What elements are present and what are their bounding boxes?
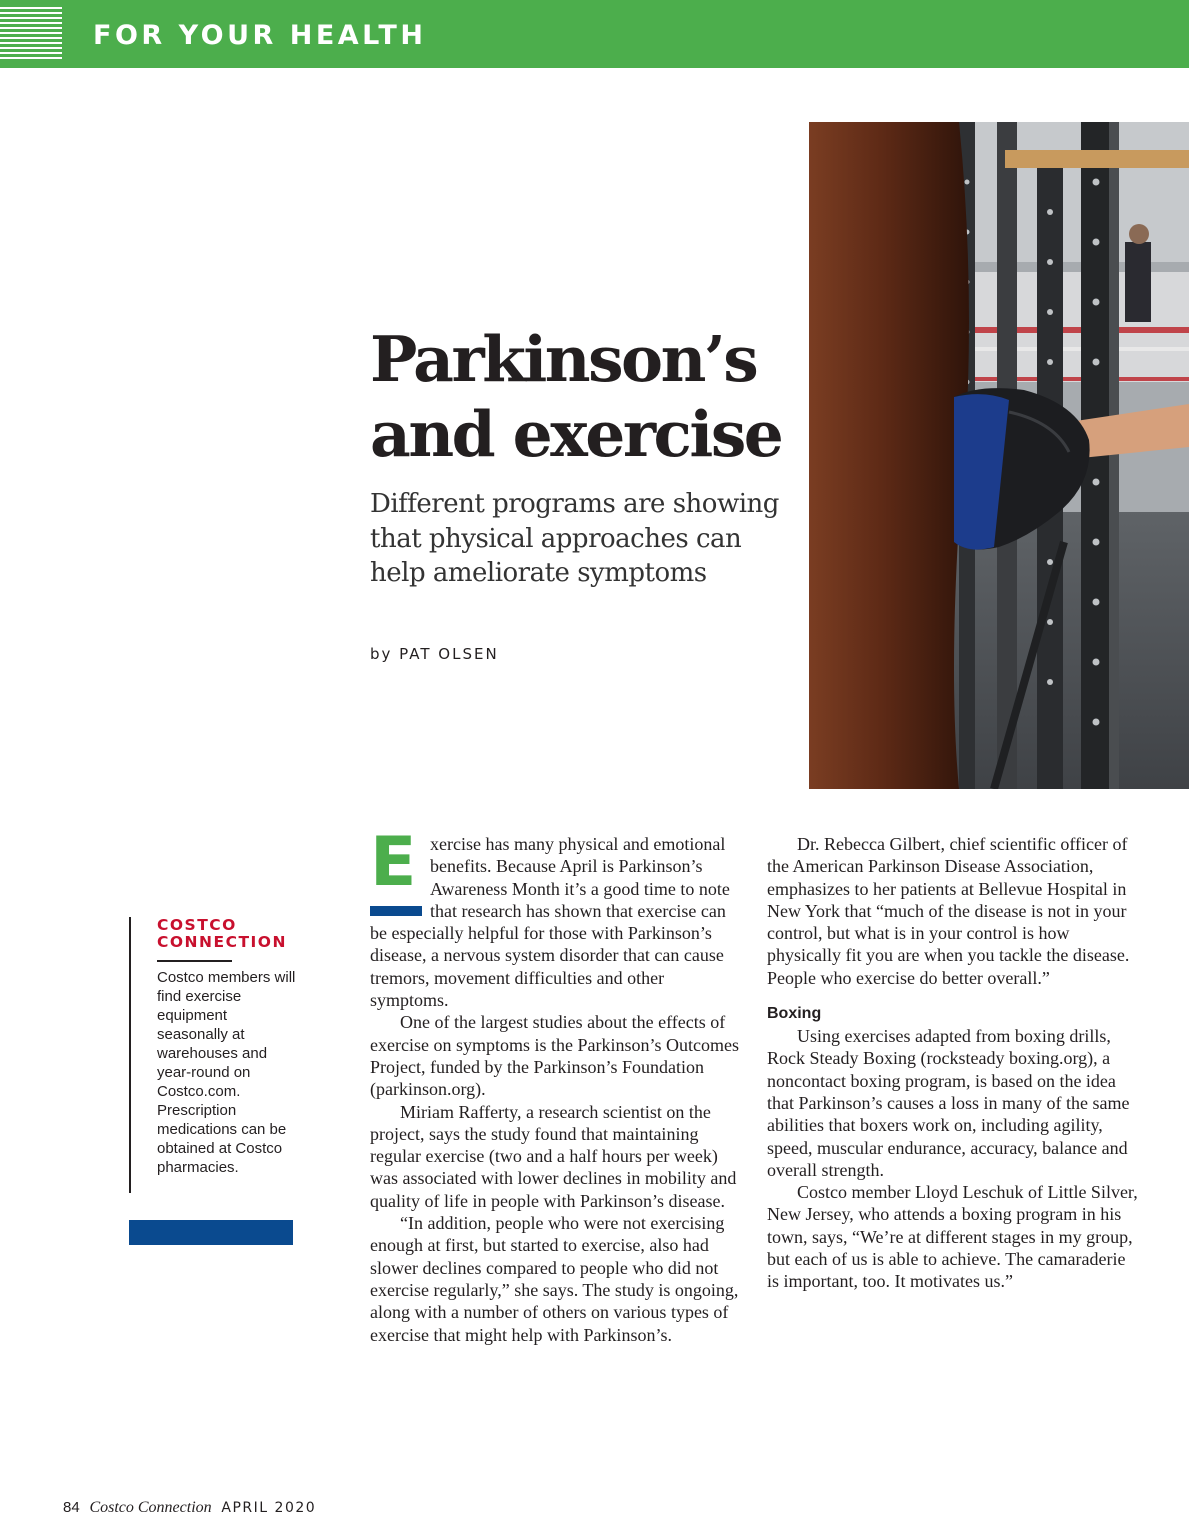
body-paragraph: Dr. Rebecca Gilbert, chief scientific officer of the American Parkinson Disease Association, emphasizes to her patients at Bellevue Hospital in New York that “much of the disease is not in your control, but what is in your control is how physically fit you are when you tackle the disease. People who exercise do better overall.” <box>767 834 1130 988</box>
section-title: FOR YOUR HEALTH <box>93 20 427 51</box>
dropcap-bar <box>370 906 422 916</box>
body-paragraph: Using exercises adapted from boxing drills, Rock Steady Boxing (rocksteady boxing.org), a noncontact boxing program, is based on the idea that Parkinson’s causes a loss in many of the same abilities that boxers work on, including agility, speed, muscular endurance, accuracy, balance and overall strength. <box>767 1026 1130 1180</box>
article-deck: Different programs are showing that physical approaches can help ameliorate symptoms <box>370 489 779 588</box>
headline-line-2: and exercise <box>370 397 782 471</box>
article-column-2 <box>767 833 1139 1293</box>
headline-line-1: Parkinson’s <box>370 322 757 396</box>
costco-connection-sidebar <box>129 917 306 1193</box>
dropcap <box>370 823 430 921</box>
sidebar-accent-bar <box>129 1220 293 1245</box>
article-headline <box>370 322 790 472</box>
sidebar-title <box>157 917 307 951</box>
sidebar-title-line-1: COSTCO <box>157 916 237 934</box>
body-paragraph: Miriam Rafferty, a research scientist on the project, says the study found that maintaining regular exercise (two and a half hours per week) was associated with lower declines in mobility and quality of life in people with Parkinson’s disease. <box>370 1101 737 1211</box>
subhead-boxing: Boxing <box>767 1005 822 1023</box>
sidebar-title-line-2: CONNECTION <box>157 933 287 951</box>
section-header-bar <box>0 0 1189 68</box>
article-column-1 <box>370 823 742 1346</box>
page-number: 84 <box>63 1499 80 1516</box>
magazine-name: Costco Connection <box>89 1499 212 1516</box>
page-folio <box>63 1498 316 1518</box>
body-paragraph: xercise has many physical and emotional benefits. Because April is Parkinson’s Awareness Month it’s a good time to note that research has shown that exercise can be especially helpful for those with Parkinson’s disease, a nervous system disorder that can cause tremors, movement difficulties and other symptoms. <box>370 834 730 1011</box>
issue-date: APRIL 2020 <box>221 1500 317 1516</box>
boxing-glove-punching-bag-photo-icon <box>809 122 1189 789</box>
article-byline: by PAT OLSEN <box>370 645 499 663</box>
dropcap-letter: E <box>370 823 417 902</box>
body-paragraph: One of the largest studies about the effects of exercise on symptoms is the Parkinson’s Outcomes Project, funded by the Parkinson’s Foundation (parkinson.org). <box>370 1012 739 1100</box>
body-paragraph: “In addition, people who were not exercising enough at first, but started to exercise, also had slower declines compared to people who did not exercise regularly,” she says. The study is ongoing, along with a number of others on various types of exercise that might help with Parkinson’s. <box>370 1213 739 1345</box>
sidebar-text: Costco members will find exercise equipment seasonally at warehouses and year-round on Costco.com. Prescription medications can be obtained at Costco pharmacies. <box>157 969 296 1176</box>
sidebar-divider <box>157 960 232 962</box>
boxing-photo <box>809 122 1189 789</box>
stripes-decoration-icon <box>0 7 62 61</box>
body-paragraph: Costco member Lloyd Leschuk of Little Silver, New Jersey, who attends a boxing program in his town, says, “We’re at different stages in my group, but each of us is able to achieve. The camaraderie is important, too. It motivates us.” <box>767 1182 1138 1292</box>
